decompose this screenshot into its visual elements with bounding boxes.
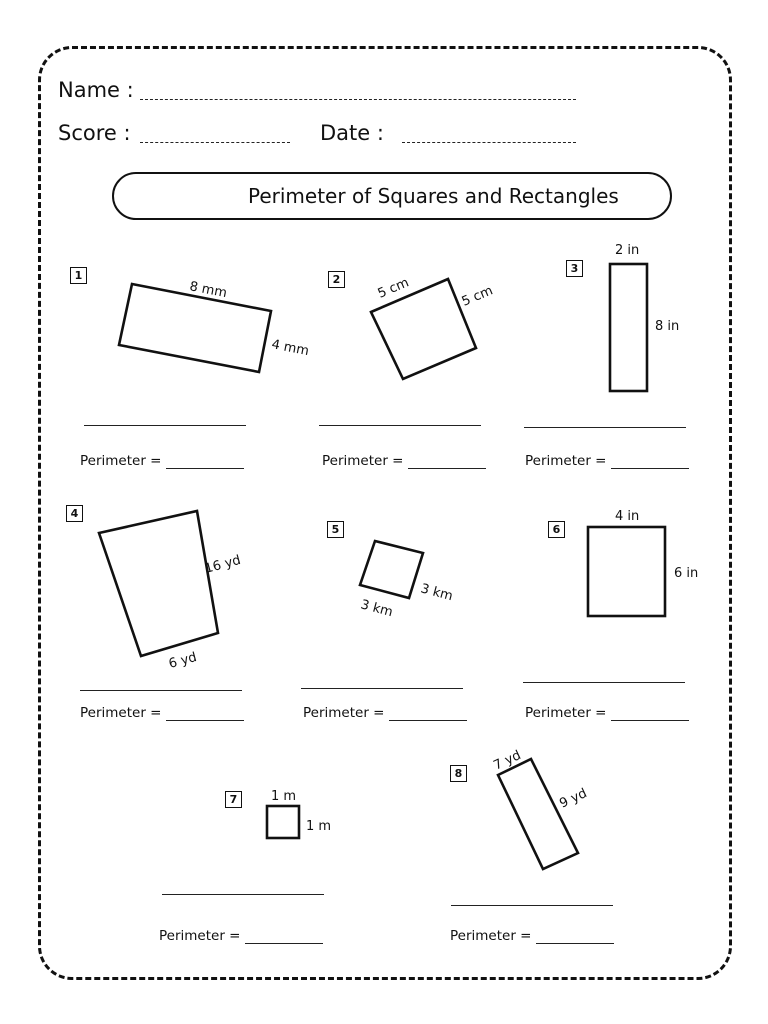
perimeter-label-1: Perimeter = bbox=[80, 453, 162, 469]
rectangle-1 bbox=[119, 284, 271, 372]
dim-3-width: 2 in bbox=[615, 243, 640, 258]
dim-8-length: 9 yd bbox=[557, 786, 590, 812]
square-7 bbox=[267, 806, 299, 838]
perimeter-blank-3[interactable] bbox=[611, 468, 689, 469]
problem-number-6: 6 bbox=[548, 521, 565, 538]
name-label: Name : bbox=[58, 78, 134, 102]
dim-3-length: 8 in bbox=[655, 319, 680, 334]
perimeter-blank-8[interactable] bbox=[536, 943, 614, 944]
perimeter-blank-5[interactable] bbox=[389, 720, 467, 721]
dim-6-width: 4 in bbox=[615, 509, 640, 524]
dim-1-length: 8 mm bbox=[188, 279, 229, 302]
rectangle-6 bbox=[588, 527, 665, 616]
problem-number-7: 7 bbox=[225, 791, 242, 808]
work-line-4[interactable] bbox=[80, 690, 242, 691]
dim-7-side-b: 1 m bbox=[306, 819, 332, 834]
perimeter-blank-2[interactable] bbox=[408, 468, 486, 469]
dim-1-width: 4 mm bbox=[270, 337, 311, 360]
score-label: Score : bbox=[58, 121, 131, 145]
dim-8-width: 7 yd bbox=[491, 748, 524, 774]
square-5 bbox=[360, 541, 423, 598]
perimeter-label-2: Perimeter = bbox=[322, 453, 404, 469]
problem-number-5: 5 bbox=[327, 521, 344, 538]
work-line-7[interactable] bbox=[162, 894, 324, 895]
perimeter-label-6: Perimeter = bbox=[525, 705, 607, 721]
work-line-8[interactable] bbox=[451, 905, 613, 906]
work-line-3[interactable] bbox=[524, 427, 686, 428]
work-line-5[interactable] bbox=[301, 688, 463, 689]
perimeter-blank-6[interactable] bbox=[611, 720, 689, 721]
problem-number-4: 4 bbox=[66, 505, 83, 522]
perimeter-label-4: Perimeter = bbox=[80, 705, 162, 721]
dim-2-side-a: 5 cm bbox=[375, 275, 412, 302]
dim-4-length: 16 yd bbox=[203, 552, 243, 577]
perimeter-blank-1[interactable] bbox=[166, 468, 244, 469]
problem-number-8: 8 bbox=[450, 765, 467, 782]
problem-number-2: 2 bbox=[328, 271, 345, 288]
rectangle-4 bbox=[99, 511, 218, 656]
rectangle-8 bbox=[498, 759, 578, 869]
date-label: Date : bbox=[320, 121, 384, 145]
dim-6-length: 6 in bbox=[674, 566, 699, 581]
dim-5-side-b: 3 km bbox=[358, 597, 395, 621]
perimeter-label-8: Perimeter = bbox=[450, 928, 532, 944]
work-line-6[interactable] bbox=[523, 682, 685, 683]
perimeter-label-7: Perimeter = bbox=[159, 928, 241, 944]
dim-2-side-b: 5 cm bbox=[459, 283, 496, 310]
perimeter-label-5: Perimeter = bbox=[303, 705, 385, 721]
work-line-1[interactable] bbox=[84, 425, 246, 426]
perimeter-blank-4[interactable] bbox=[166, 720, 244, 721]
dim-5-side-a: 3 km bbox=[418, 581, 455, 605]
perimeter-label-3: Perimeter = bbox=[525, 453, 607, 469]
page-title: Perimeter of Squares and Rectangles bbox=[248, 184, 619, 208]
rectangle-3 bbox=[610, 264, 647, 391]
dim-7-side-a: 1 m bbox=[271, 789, 297, 804]
perimeter-blank-7[interactable] bbox=[245, 943, 323, 944]
work-line-2[interactable] bbox=[319, 425, 481, 426]
problem-number-3: 3 bbox=[566, 260, 583, 277]
problem-number-1: 1 bbox=[70, 267, 87, 284]
dim-4-width: 6 yd bbox=[167, 650, 199, 672]
